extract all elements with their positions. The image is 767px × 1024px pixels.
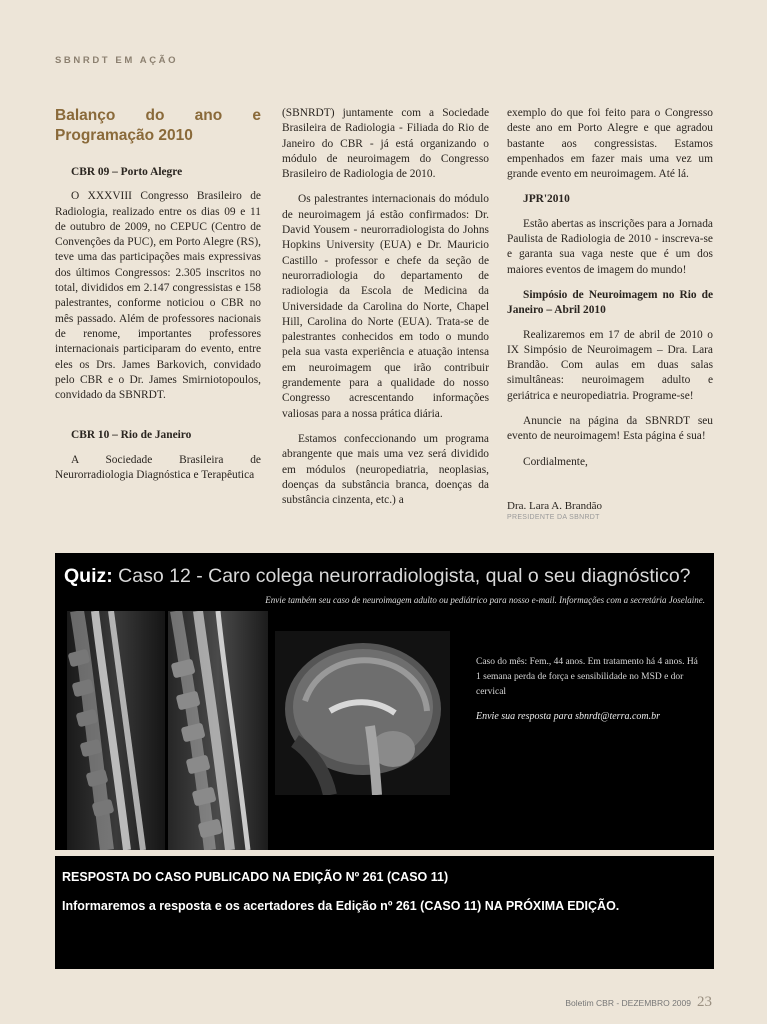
article-column-3 (507, 106, 713, 480)
paragraph-program: Estamos confeccionando um programa abrangente que mais uma vez será dividido em módulos (neuropediatria, neoplasias, doenças da substância branca, doenças da substância cinzenta, etc.) a (282, 432, 489, 507)
paragraph-continuation: exemplo do que foi feito para o Congresso deste ano em Porto Alegre e que agradou bastante aos congressistas. Estamos empenhados em fazer mais uma vez um grande evento em neuroimagem. Até lá. (507, 107, 713, 181)
page-footer (565, 994, 712, 1011)
answer-note: Informaremos a resposta e os acertadores da Edição nº 261 (CASO 11) NA PRÓXIMA EDIÇÃO. (62, 899, 620, 913)
mri-brain-sagittal-image (275, 631, 450, 795)
footer-publication: Boletim CBR - DEZEMBRO 2009 (565, 998, 691, 1008)
quiz-title-text: Caso 12 - Caro colega neurorradiologista, qual o seu diagnóstico? (112, 565, 691, 587)
paragraph-speakers: Os palestrantes internacionais do módulo de neuroimagem já estão confirmados: Dr. David Yousem - neurorradiologista do Johns Hopkins University (EUA) e Dr. Mauricio Castillo - professor e chefe da seção de neurorradiologia do departamento de radiologia da Escola de Medicina da Universidade da Carolina do Norte, Chapel Hill, Carolina do Norte (EUA). Trata-se de palestrantes conhecidos em todo o mundo pela sua vasta experiência e atuação intensa em neuroimagem que irão contribuir grandemente para a qualidade do nosso Congresso acrescentando informações valiosas para a nossa prática diária. (282, 193, 489, 420)
subheading-cbr09: CBR 09 – Porto Alegre (71, 166, 183, 178)
paragraph-cbr09: O XXXVIII Congresso Brasileiro de Radiologia, realizado entre os dias 09 e 11 de outubro de 2009, no CEPUC (Centro de Convenções da PUC), em Porto Alegre (RS), teve uma das participações mais expressivas dos últimos Congressos: 2.305 inscritos no total, divididos em 2.147 congressistas e 158 palestrantes, conforme noticiou o CBR no mês passado. Além de professores nacionais de renome, importantes professores internacionais participaram do evento, entre eles os Drs. James Barkovich, convidado pelo CBR e o Dr. James Smirniotopoulos, convidado da SBNRDT. (55, 190, 261, 402)
mri-spine-sagittal-image-1 (67, 611, 165, 850)
article-headline: Balanço do ano e Programação 2010 (55, 107, 261, 144)
paragraph-simposio: Realizaremos em 17 de abril de 2010 o IX Simpósio de Neuroimagem – Dra. Lara Brandão. Com aulas em duas salas simultâneas: neuroimagem adulto e geriátrica e neuropediatria. Programe-se! (507, 328, 713, 402)
mri-spine-sagittal-image-2 (168, 611, 268, 850)
paragraph-sbnrdt-cbr: (SBNRDT) juntamente com a Sociedade Brasileira de Radiologia - Filiada do Rio de Janeiro do CBR - já está organizando o módulo de neuroimagem do Congresso Brasileiro de Radiologia de 2010. (282, 107, 489, 181)
subheading-cbr10: CBR 10 – Rio de Janeiro (71, 429, 192, 442)
answer-box (55, 856, 714, 969)
article-column-2 (282, 106, 489, 518)
paragraph-anuncie: Anuncie na página da SBNRDT seu evento de neuroimagem! Esta página é sua! (507, 415, 713, 443)
section-label: SBNRDT EM AÇÃO (55, 55, 179, 66)
article-column-1 (55, 106, 261, 493)
quiz-subtitle: Envie também seu caso de neuroimagem adulto ou pediátrico para nosso e-mail. Informações com a secretária Joselaine. (265, 595, 705, 605)
case-description: Caso do mês: Fem., 44 anos. Em tratamento há 4 anos. Há 1 semana perda de força e sensibilidade no MSD e dor cervical (476, 657, 698, 697)
closing-cordialmente: Cordialmente, (523, 455, 588, 468)
page-number: 23 (697, 994, 712, 1010)
subheading-simposio: Simpósio de Neuroimagem no Rio de Janeiro – Abril 2010 (507, 288, 713, 317)
quiz-title (64, 565, 691, 588)
subheading-jpr: JPR'2010 (523, 193, 570, 206)
paragraph-cbr10: A Sociedade Brasileira de Neurorradiologia Diagnóstica e Terapêutica (55, 453, 261, 482)
signature-role: PRESIDENTE DA SBNRDT (507, 514, 600, 521)
case-submit-instructions: Envie sua resposta para sbnrdt@terra.com.br (476, 711, 661, 722)
signature-name: Dra. Lara A. Brandão (507, 500, 602, 512)
answer-heading: RESPOSTA DO CASO PUBLICADO NA EDIÇÃO Nº 261 (CASO 11) (62, 870, 449, 884)
quiz-title-label: Quiz: (64, 565, 113, 587)
quiz-box (55, 553, 714, 850)
paragraph-jpr: Estão abertas as inscrições para a Jornada Paulista de Radiologia de 2010 - inscreva-se e garanta sua vaga neste que é um dos maiores eventos de imagem do mundo! (507, 217, 713, 276)
